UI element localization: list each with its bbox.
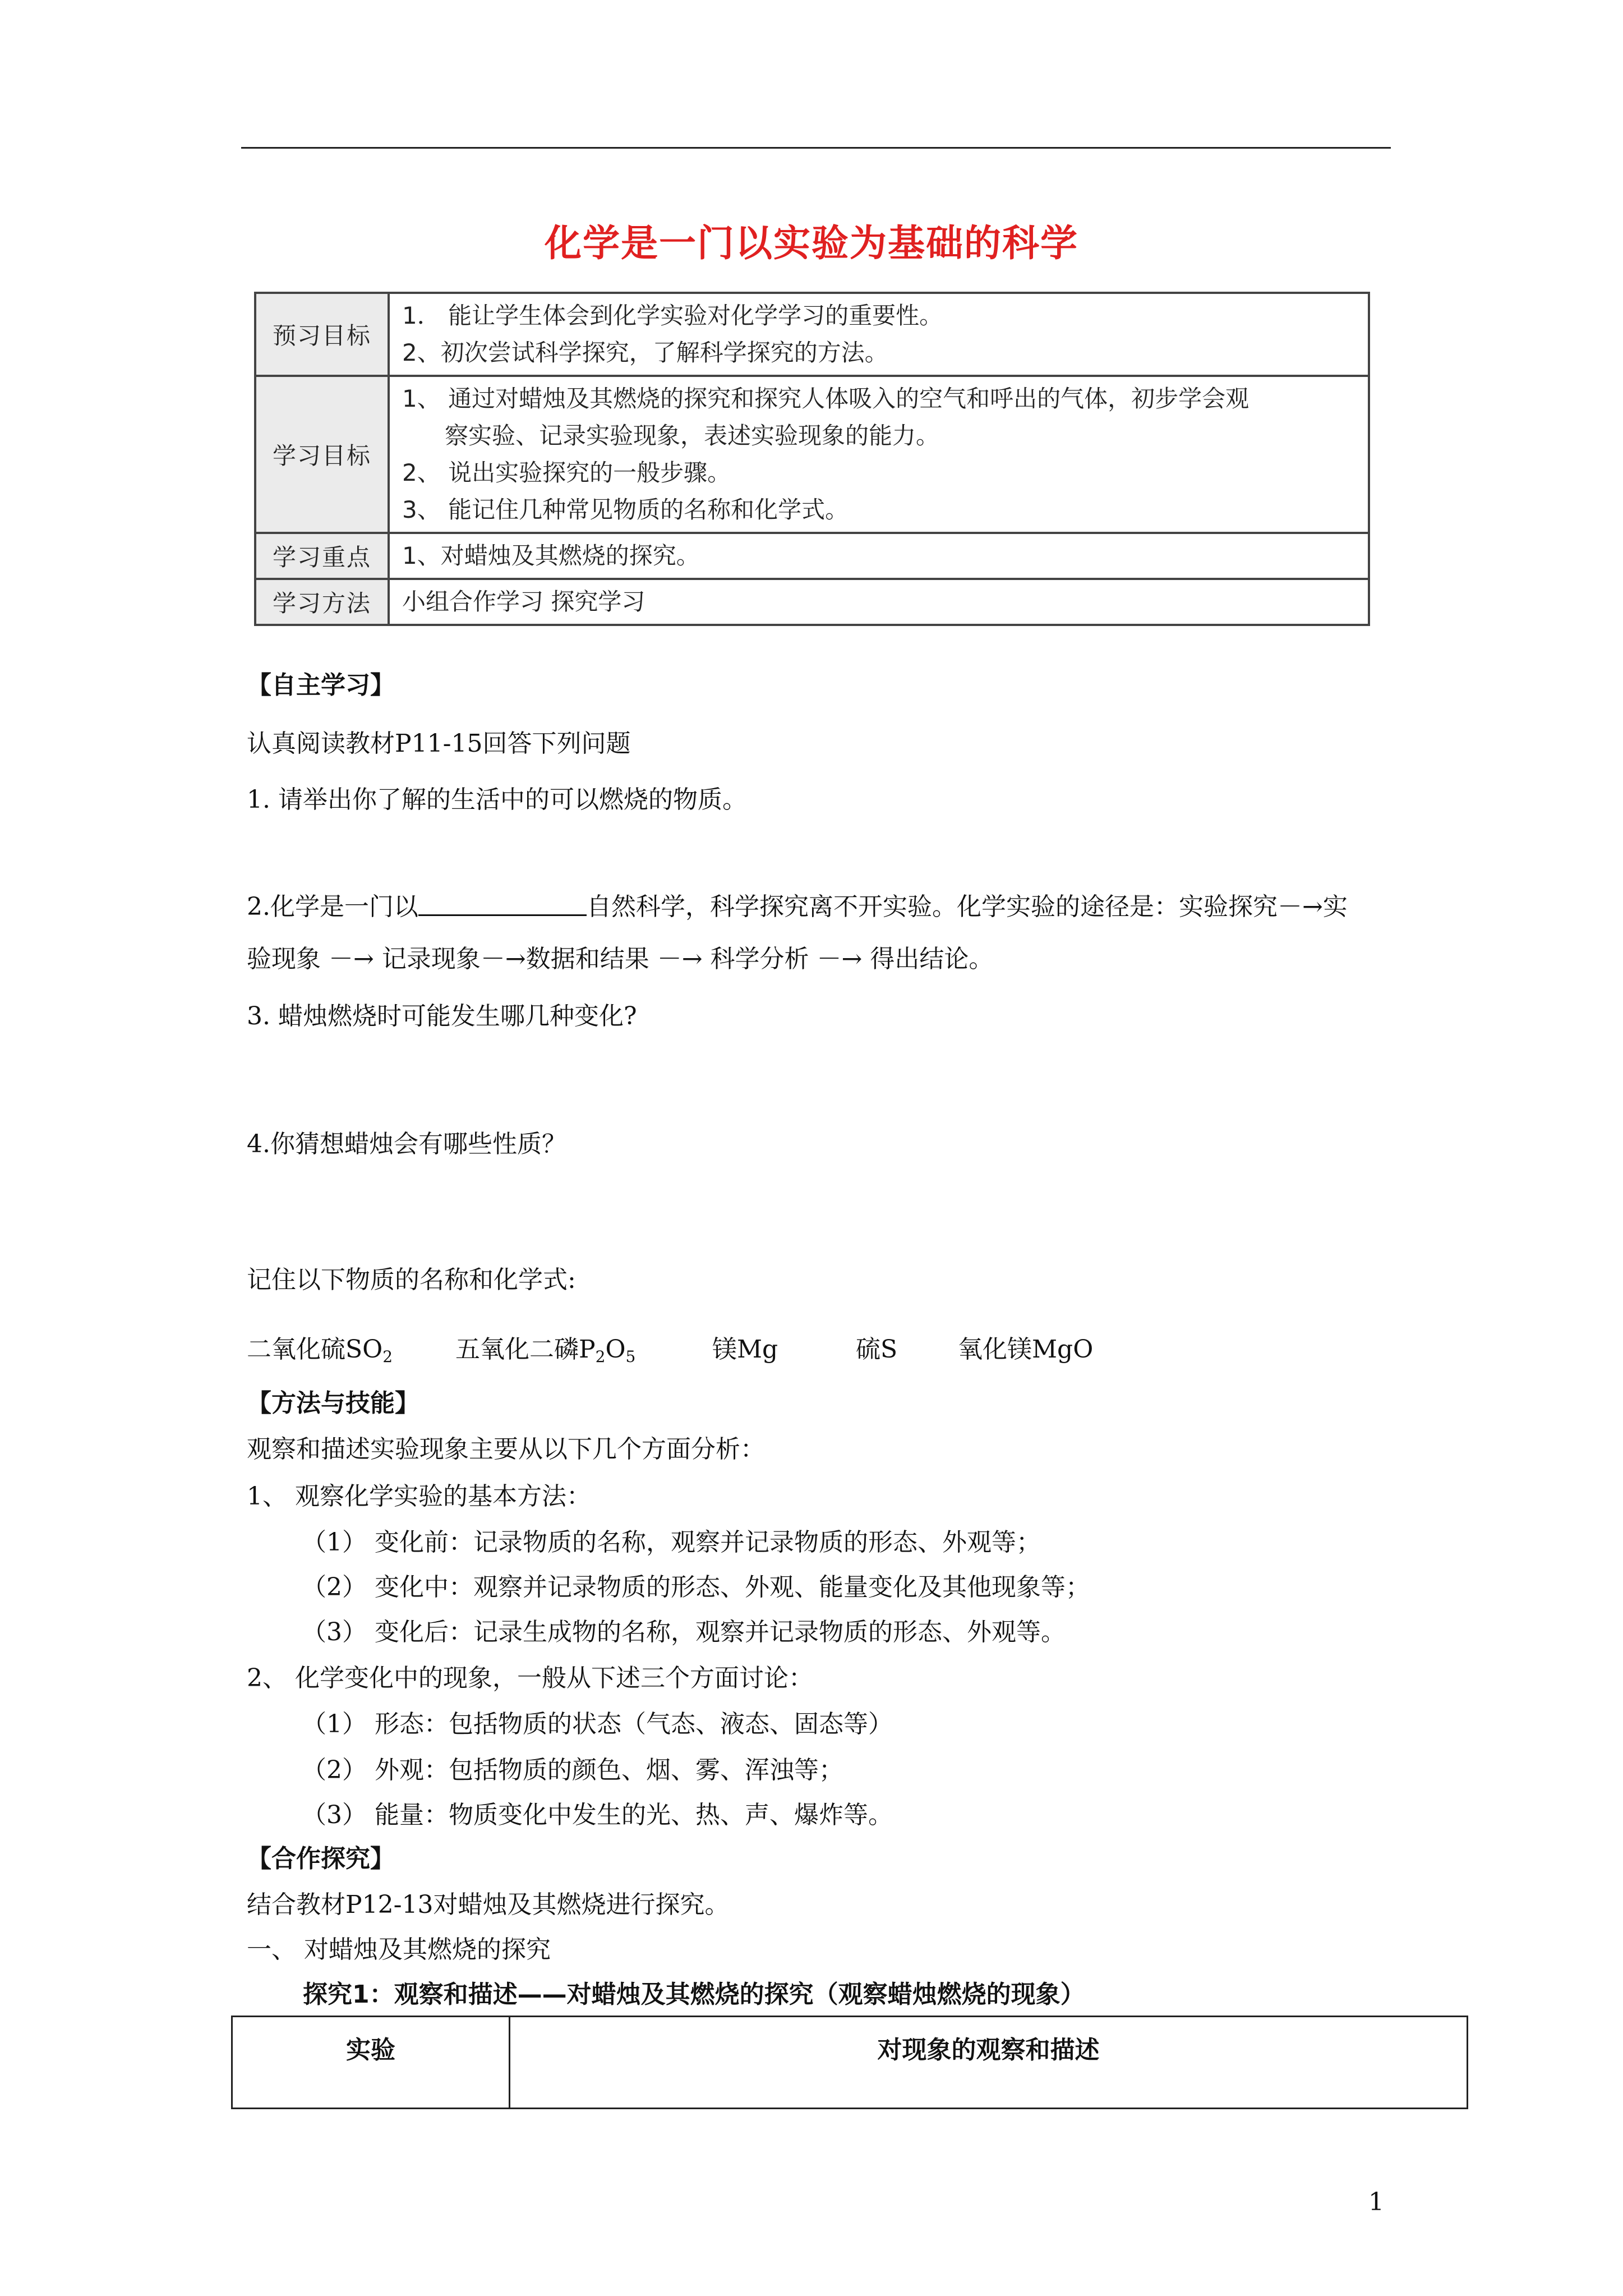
table-row	[255, 579, 1369, 625]
header-rule	[241, 147, 1391, 149]
experiment-table	[231, 2016, 1468, 2109]
formula-mg: 镁Mg	[712, 1335, 778, 1364]
list-item: （1） 形态：包括物质的状态（气态、液态、固态等）	[302, 1710, 893, 1738]
goal-line: 1． 能让学生体会到化学实验对化学学习的重要性。	[402, 302, 943, 329]
goal-label: 预习目标	[255, 293, 389, 376]
goal-line: 2、初次尝试科学探究，了解科学探究的方法。	[402, 339, 888, 366]
formula-mgo: 氧化镁MgO	[958, 1335, 1094, 1364]
goal-label: 学习方法	[255, 579, 389, 625]
formula-s: 硫S	[856, 1335, 898, 1364]
page-number: 1	[1368, 2188, 1384, 2216]
goal-line: 3、 能记住几种常见物质的名称和化学式。	[402, 496, 849, 523]
table-header-experiment: 实验	[232, 2017, 510, 2109]
inquiry-1-heading: 探究1：观察和描述——对蜡烛及其燃烧的探究（观察蜡烛燃烧的现象）	[303, 1980, 1085, 2009]
table-row	[255, 376, 1369, 533]
table-header-observation: 对现象的观察和描述	[510, 2017, 1468, 2109]
section-heading-methods: 【方法与技能】	[247, 1389, 419, 1418]
formula-so2: 二氧化硫$SO_2$	[247, 1335, 393, 1366]
goal-label: 学习目标	[255, 376, 389, 533]
table-row	[255, 533, 1369, 579]
list-item: （3） 能量：物质变化中发生的光、热、声、爆炸等。	[302, 1801, 893, 1829]
goal-line: 1、 通过对蜡烛及其燃烧的探究和探究人体吸入的空气和呼出的气体，初步学会观	[402, 385, 1249, 412]
list-item: （3） 变化后：记录生成物的名称，观察并记录物质的形态、外观等。	[302, 1618, 1066, 1646]
question-4: 4.你猜想蜡烛会有哪些性质？	[247, 1130, 566, 1158]
question-1: 1. 请举出你了解的生活中的可以燃烧的物质。	[247, 785, 747, 814]
coop-part-1: 一、 对蜡烛及其燃烧的探究	[247, 1935, 551, 1964]
list-item: （1） 变化前：记录物质的名称，观察并记录物质的形态、外观等；	[302, 1528, 1041, 1557]
page-title: 化学是一门以实验为基础的科学	[545, 222, 1078, 265]
table-row	[232, 2017, 1468, 2109]
methods-intro: 观察和描述实验现象主要从以下几个方面分析：	[247, 1435, 765, 1464]
section-heading-self-study: 【自主学习】	[247, 671, 395, 700]
goals-table	[254, 292, 1370, 626]
goal-line: 察实验、记录实验现象，表述实验现象的能力。	[445, 422, 940, 449]
self-study-intro: 认真阅读教材P11-15回答下列问题	[247, 729, 631, 758]
formula-p2o5: 五氧化二磷$P_2O_5$	[455, 1335, 636, 1366]
question-3: 3. 蜡烛燃烧时可能发生哪几种变化?	[247, 1002, 637, 1030]
list-item: （2） 外观：包括物质的颜色、烟、雾、浑浊等；	[302, 1756, 843, 1784]
goal-label: 学习重点	[255, 533, 389, 579]
coop-intro: 结合教材P12-13对蜡烛及其燃烧进行探究。	[247, 1890, 730, 1919]
question-2-cont: 验现象 －→ 记录现象－→数据和结果 －→ 科学分析 －→ 得出结论。	[247, 945, 994, 973]
methods-point-1: 1、 观察化学实验的基本方法：	[247, 1482, 591, 1511]
goal-line: 小组合作学习 探究学习	[402, 588, 645, 615]
goal-line: 1、对蜡烛及其燃烧的探究。	[402, 542, 700, 569]
table-row	[255, 293, 1369, 376]
section-heading-coop: 【合作探究】	[247, 1844, 395, 1873]
fill-blank	[418, 890, 587, 916]
methods-point-2: 2、 化学变化中的现象，一般从下述三个方面讨论：	[247, 1664, 813, 1692]
question-2: 2.化学是一门以 自然科学，科学探究离不开实验。化学实验的途径是：实验探究－→实	[247, 890, 1348, 924]
remember-instruction: 记住以下物质的名称和化学式:	[247, 1266, 576, 1294]
goal-line: 2、 说出实验探究的一般步骤。	[402, 459, 731, 486]
list-item: （2） 变化中：观察并记录物质的形态、外观、能量变化及其他现象等；	[302, 1573, 1090, 1602]
